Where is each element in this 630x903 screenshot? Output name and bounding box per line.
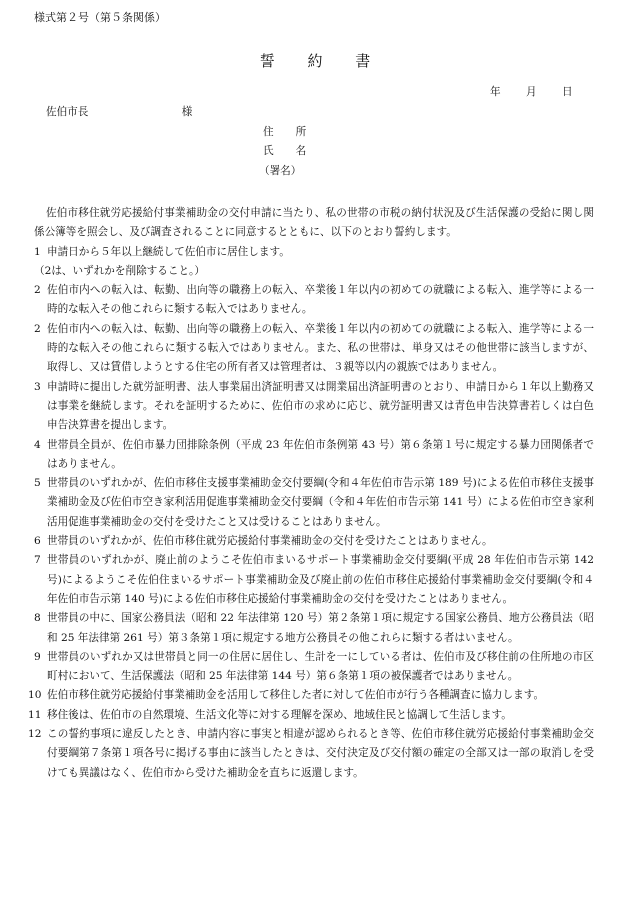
pledge-item-text: 世帯員の中に、国家公務員法（昭和 22 年法律第 120 号）第２条第１項に規定する国家公務員、地方公務員法（昭和 25 年法律第 261 号）第３条第１項に規定する地方公務員その他これらに類する者はいません。 [47, 612, 594, 644]
pledge-body [28, 204, 594, 783]
pledge-item-text: 世帯員全員が、佐伯市暴力団排除条例（平成 23 年佐伯市条例第 43 号）第６条第１号に規定する暴力団関係者ではありません。 [47, 438, 594, 470]
pledge-item-text: この誓約事項に違反したとき、申請内容に事実と相違が認められるとき等、佐伯市移住就労応援給付事業補助金交付要綱第７条第１項各号に掲げる事由に該当したときは、交付決定及び交付額の確定の全部又は一部の取消しを受けても異議はなく、佐伯市から受けた補助金を直ちに返還します。 [47, 728, 594, 779]
pledge-item [34, 532, 594, 551]
pledge-item-text: 世帯員のいずれかが、佐伯市移住就労応援給付事業補助金の交付を受けたことはありません。 [47, 535, 493, 548]
pledge-item-text: 世帯員のいずれかが、廃止前のようこそ佐伯市まいるサポート事業補助金交付要綱(平成 28 年佐伯市告示第 142 号)によるようこそ佐伯住まいるサポート事業補助金及び廃止前の佐伯市移住応援給付事業補助金交付要綱(令和４年佐伯市告示第 140 号)による佐伯市移住応援給付事業補助金の交付を受けたことはありません。 [47, 554, 594, 605]
address-label [263, 124, 306, 139]
pledge-item-text: 佐伯市移住就労応援給付事業補助金を活用して移住した者に対して佐伯市が行う各種調査に協力します。 [47, 689, 545, 702]
pledge-item [28, 725, 594, 783]
pledge-item [34, 281, 594, 320]
pledge-item-text: 移住後は、佐伯市の自然環境、生活文化等に対する理解を深め、地域住民と協調して生活します。 [47, 708, 512, 721]
pledge-item-number: 2 [34, 284, 41, 297]
title-char: 書 [355, 52, 371, 70]
signature-note: （署名） [259, 165, 302, 177]
date-month: 月 [525, 86, 537, 98]
pledge-item-number: 4 [34, 438, 41, 451]
name-label [263, 143, 306, 158]
addressee [46, 104, 192, 119]
pledge-item [34, 648, 594, 687]
pledge-item-number: 11 [28, 708, 42, 721]
pledge-item-text: 佐伯市内への転入は、転勤、出向等の職務上の転入、卒業後１年以内の初めての就職による転入、進学等による一時的な転入その他これらに類する転入ではありません。 [47, 284, 594, 316]
pledge-item [34, 320, 594, 378]
pledge-item-text: 申請日から５年以上継続して佐伯市に居住します。 [47, 245, 290, 258]
form-number: 様式第２号（第５条関係） [34, 11, 166, 24]
pledge-item-number: 8 [34, 612, 41, 625]
date-line [490, 84, 573, 99]
pledge-item-number: 1 [34, 245, 41, 258]
title-char: 誓 [259, 52, 275, 70]
address-label-char: 所 [295, 126, 307, 138]
pledge-item-number: 6 [34, 535, 41, 548]
pledge-item-number: 3 [34, 380, 41, 393]
addressee-name: 佐伯市長 [46, 106, 89, 118]
pledge-item [34, 474, 594, 532]
date-day: 日 [561, 86, 573, 98]
name-label-char: 氏 [263, 145, 274, 157]
pledge-item [34, 609, 594, 648]
pledge-items [28, 243, 594, 783]
pledge-item-number: 5 [34, 477, 41, 490]
pledge-item-number: 9 [34, 650, 41, 663]
pledge-item [28, 686, 594, 705]
pledge-item [28, 706, 594, 725]
addressee-honorific: 様 [181, 106, 193, 118]
instruction-note: （2は、いずれかを削除すること。） [34, 264, 205, 277]
pledge-item-number: 7 [34, 554, 41, 567]
pledge-item-number: 2 [34, 322, 41, 335]
pledge-item [34, 436, 594, 475]
pledge-item [34, 551, 594, 609]
pledge-item-number: 12 [28, 728, 42, 741]
name-label-char: 名 [295, 145, 307, 157]
title-char: 約 [307, 52, 323, 70]
pledge-item [34, 243, 594, 262]
address-label-char: 住 [263, 126, 274, 138]
intro-paragraph: 佐伯市移住就労応援給付事業補助金の交付申請に当たり、私の世帯の市税の納付状況及び生活保護の受給に関し関係公簿等を照会し、及び調査されることに同意するとともに、以下のとおり誓約します。 [34, 207, 594, 239]
document-title [0, 50, 630, 71]
date-year: 年 [490, 86, 501, 98]
pledge-item-number: 10 [28, 689, 42, 702]
pledge-item-text: 世帯員のいずれか又は世帯員と同一の住居に居住し、生計を一にしている者は、佐伯市及び移住前の住所地の市区町村において、生活保護法（昭和 25 年法律第 144 号）第６条第１項の被保護者ではありません。 [47, 650, 594, 683]
pledge-item-text: 申請時に提出した就労証明書、法人事業届出済証明書又は開業届出済証明書のとおり、申請日から１年以上勤務又は事業を継続します。それを証明するために、佐伯市の求めに応じ、就労証明書又は青色申告決算書若しくは白色申告決算書を提出します。 [47, 380, 594, 432]
pledge-item-text: 佐伯市内への転入は、転勤、出向等の職務上の転入、卒業後１年以内の初めての就職による転入、進学等による一時的な転入その他これらに類する転入ではありません。また、私の世帯は、単身又はその他世帯に該当しますが、取得し、又は賃借しようとする住宅の所有者又は管理者は、３親等以内の親族ではありません。 [47, 322, 594, 374]
pledge-item [34, 378, 594, 436]
pledge-item-text: 世帯員のいずれかが、佐伯市移住支援事業補助金交付要綱(令和４年佐伯市告示第 189 号)による佐伯市移住支援事業補助金及び佐伯市空き家利活用促進事業補助金交付要綱（令和４年佐伯市告示第 141 号）による佐伯市空き家利活用促進事業補助金の交付を受けたこと又は受けることはありません。 [47, 477, 594, 528]
